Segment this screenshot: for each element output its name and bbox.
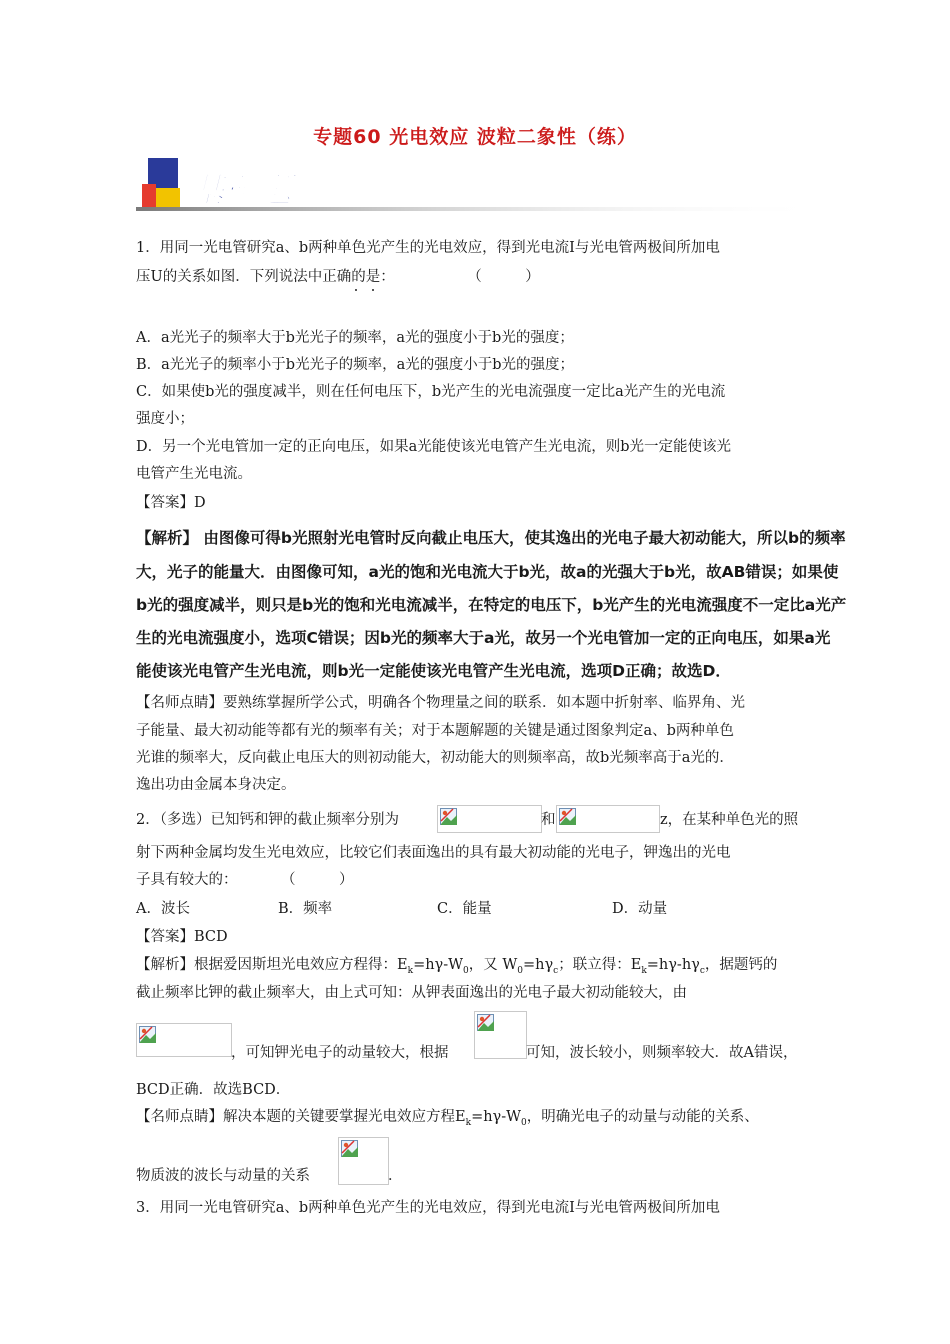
broken-image-icon <box>136 1023 232 1057</box>
q1-stem-line2: 压U的关系如图．下列说法中正确的是： （ ） <box>136 269 540 285</box>
broken-image-icon <box>437 805 542 833</box>
q2-answer: 【答案】BCD <box>136 929 228 945</box>
q2-stem-part2: 和 <box>541 812 556 828</box>
q1-answer: 【答案】D <box>136 495 206 511</box>
q2-analysis-line2: 截止频率比钾的截止频率大，由上式可知：从钾表面逸出的光电子最大初动能较大，由 <box>136 985 687 1001</box>
q2-analysis-line4: BCD正确．故选BCD． <box>136 1082 291 1098</box>
q2-option-a: A．波长 <box>136 901 190 917</box>
q1-tip-line4: 逸出功由金属本身决定。 <box>136 777 296 793</box>
q2-stem-part3: z，在某种单色光的照 <box>660 812 799 828</box>
q2-analysis-line3-part1: ，可知钾光电子的动量较大，根据 <box>231 1045 449 1061</box>
q1-analysis-line3: b光的强度减半，则只是b光的饱和光电流减半，在特定的电压下，b光产生的光电流强度不一定比a光产 <box>136 596 847 614</box>
q2-option-d: D．动量 <box>612 901 668 917</box>
q1-option-c-line2: 强度小； <box>136 411 194 427</box>
q1-option-b: B．a光光子的频率小于b光光子的频率，a光的强度小于b光的强度； <box>136 357 575 373</box>
q2-stem-part1: 2．（多选）已知钙和钾的截止频率分别为 <box>136 812 399 828</box>
q2-option-b: B．频率 <box>278 901 333 917</box>
q1-stem-line1: 1．用同一光电管研究a、b两种单色光产生的光电效应，得到光电流I与光电管两极间所加电 <box>136 240 720 256</box>
q1-tip-line3: 光谁的频率大，反向截止电压大的则初动能大，初动能大的则频率高，故b光频率高于a光的． <box>136 750 734 766</box>
q2-tip-line1: 【名师点睛】解决本题的关键要掌握光电效应方程$E_k=h\gamma-W_0$，明确光电子的动量与动能的关系、 <box>136 1109 759 1128</box>
q1-analysis-line2: 大，光子的能量大．由图像可知，a光的饱和光电流大于b光，故a的光强大于b光，故AB错误；如果使 <box>136 563 839 581</box>
q1-tip-line2: 子能量、最大初动能等都有光的频率有关；对于本题解题的关键是通过图象判定a、b两种单色 <box>136 723 734 739</box>
broken-image-icon <box>474 1011 527 1059</box>
q1-analysis-line4: 生的光电流强度小，选项C错误；因b光的频率大于a光，故另一个光电管加一定的正向电压，如果a光 <box>136 629 831 647</box>
emphasis-dot <box>372 289 374 291</box>
q1-analysis-line1: 【解析】 由图像可得b光照射光电管时反向截止电压大，使其逸出的光电子最大初动能大，所以b的频率 <box>136 529 846 547</box>
banner-graphic <box>136 158 826 220</box>
q2-stem-line2: 射下两种金属均发生光电效应，比较它们表面逸出的具有最大初动能的光电子，钾逸出的光电 <box>136 845 731 861</box>
q2-stem-line3: 子具有较大的： （ ） <box>136 872 354 888</box>
emphasis-dot <box>355 289 357 291</box>
q1-option-a: A．a光光子的频率大于b光光子的频率，a光的强度小于b光的强度； <box>136 330 574 346</box>
q1-tip-line1: 【名师点睛】要熟练掌握所学公式，明确各个物理量之间的联系．如本题中折射率、临界角、光 <box>136 695 745 711</box>
broken-image-icon <box>556 805 660 833</box>
q3-stem-line1: 3．用同一光电管研究a、b两种单色光产生的光电效应，得到光电流I与光电管两极间所加电 <box>136 1200 720 1216</box>
broken-image-icon <box>338 1137 389 1185</box>
q1-option-d-line2: 电管产生光电流。 <box>136 466 252 482</box>
section-banner <box>136 158 826 220</box>
q2-tip-line2-part2: ． <box>388 1168 403 1184</box>
q2-option-c: C．能量 <box>437 901 492 917</box>
q1-analysis-line5: 能使该光电管产生光电流，则b光一定能使该光电管产生光电流，选项D正确；故选D． <box>136 662 731 680</box>
q2-analysis-line3-part2: 可知，波长较小，则频率较大．故A错误， <box>526 1045 798 1061</box>
q1-option-d-line1: D．另一个光电管加一定的正向电压，如果a光能使该光电管产生光电流，则b光一定能使该光 <box>136 439 732 455</box>
banner-label: 基础题 <box>190 171 292 211</box>
q2-analysis-line1: 【解析】根据爱因斯坦光电效应方程得：$E_k=h\gamma-W_0$，又 $W_0=h\gamma_c$；联立得：$E_k=h\gamma-h\gamma_c$，据题钙的 <box>136 957 778 976</box>
q2-tip-line2-part1: 物质波的波长与动量的关系 <box>136 1168 310 1184</box>
q1-option-c-line1: C．如果使b光的强度减半，则在任何电压下，b光产生的光电流强度一定比a光产生的光电流 <box>136 384 726 400</box>
page-title: 专题60 光电效应 波粒二象性（练） <box>313 126 637 148</box>
